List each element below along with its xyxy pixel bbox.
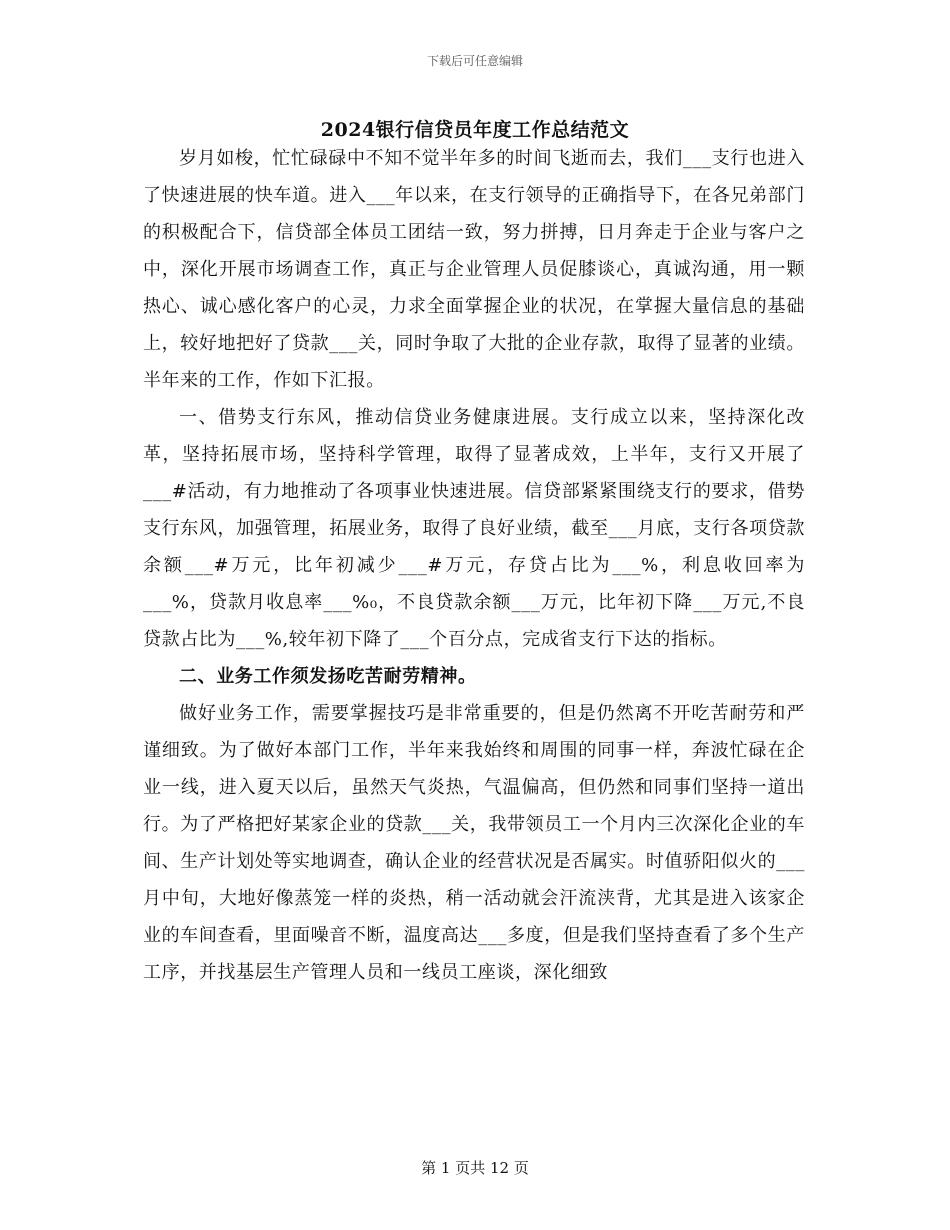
paragraph-section-1: 一、借势支行东风，推动信贷业务健康进展。支行成立以来，坚持深化改革，坚持拓展市场，坚持科学管理，取得了显著成效，上半年，支行又开展了___#活动，有力地推动了各项事业快速进展。信贷部紧紧围绕支行的要求，借势支行东风，加强管理，拓展业务，取得了良好业绩，截至___月底，支行各项贷款余额___#万元，比年初减少___#万元，存贷占比为___%，利息收回率为___%，贷款月收息率___%₀，不良贷款余额___万元，比年初下降___万元,不良贷款占比为___%,较年初下降了___个百分点，完成省支行下达的指标。: [143, 407, 805, 650]
paragraph-section-2: 做好业务工作，需要掌握技巧是非常重要的，但是仍然离不开吃苦耐劳和严谨细致。为了做好本部门工作，半年来我始终和周围的同事一样，奔波忙碌在企业一线，进入夏天以后，虽然天气炎热，气温偏高，但仍然和同事们坚持一道出行。为了严格把好某家企业的贷款___关，我带领员工一个月内三次深化企业的车间、生产计划处等实地调查，确认企业的经营状况是否属实。时值骄阳似火的___月中旬，大地好像蒸笼一样的炎热，稍一活动就会汗流浃背，尤其是进入该家企业的车间查看，里面噪音不断，温度高达___多度，但是我们坚持查看了多个生产工序，并找基层生产管理人员和一线员工座谈，深化细致: [143, 703, 805, 983]
paragraph-intro: 岁月如梭，忙忙碌碌中不知不觉半年多的时间飞逝而去，我们___支行也进入了快速进展的快车道。进入___年以来，在支行领导的正确指导下，在各兄弟部门的积极配合下，信贷部全体员工团结一致，努力拼搏，日月奔走于企业与客户之中，深化开展市场调查工作，真正与企业管理人员促膝谈心，真诚沟通，用一颗热心、诚心感化客户的心灵，力求全面掌握企业的状况，在掌握大量信息的基础上，较好地把好了贷款___关，同时争取了大批的企业存款，取得了显著的业绩。半年来的工作，作如下汇报。: [143, 148, 805, 391]
document-body: [143, 140, 805, 991]
page-footer: 第 1 页共 12 页: [421, 1159, 529, 1177]
document-title: 2024银行信贷员年度工作总结范文: [320, 119, 630, 141]
section-heading-2: 二、业务工作须发扬吃苦耐劳精神。: [179, 666, 477, 687]
page-header-note: 下载后可任意编辑: [426, 54, 523, 68]
